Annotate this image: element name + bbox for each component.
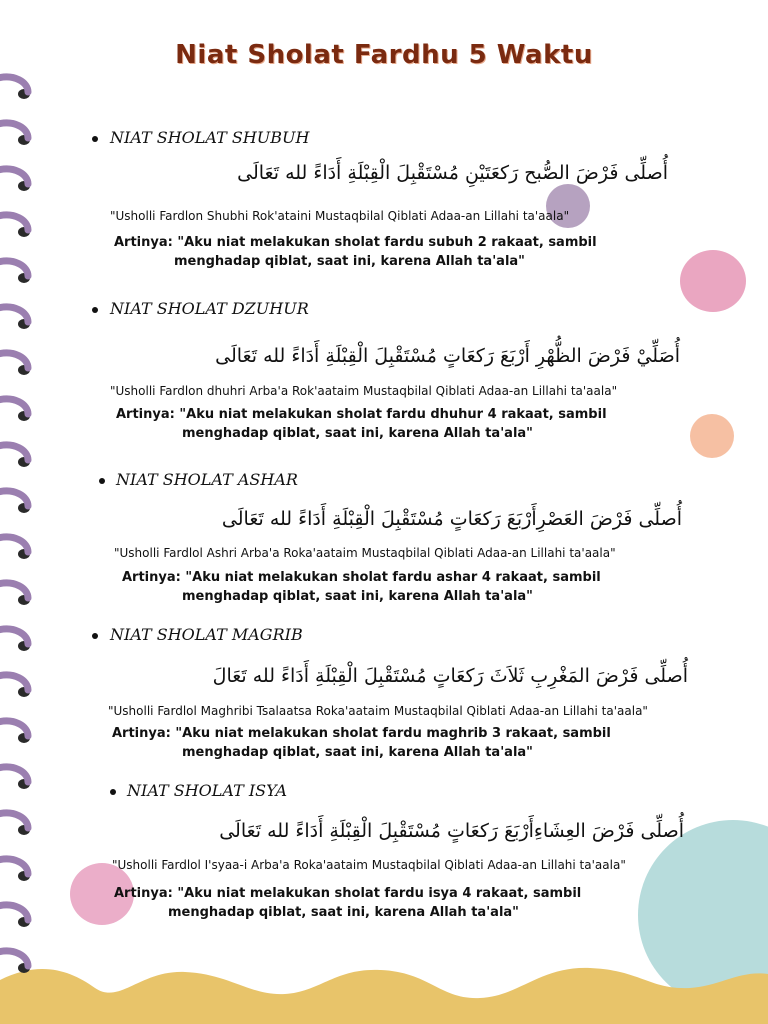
spiral-ring (0, 629, 30, 651)
heading-isya: NIAT SHOLAT ISYA (127, 781, 288, 800)
spiral-ring (0, 583, 30, 605)
spiral-ring (0, 261, 30, 283)
spiral-ring (0, 767, 30, 789)
meaning-dzuhur (116, 405, 607, 443)
spiral-ring (0, 721, 30, 743)
spiral-ring (0, 77, 30, 99)
heading-dzuhur: NIAT SHOLAT DZUHUR (110, 299, 309, 318)
meaning-subuh (114, 233, 597, 271)
bullet-icon (92, 307, 98, 313)
yellow-wave-decoration (0, 960, 768, 1024)
spiral-ring (0, 951, 30, 973)
heading-ashar: NIAT SHOLAT ASHAR (116, 470, 298, 489)
arabic-text-ashar: أُصلِّى فَرْضَ العَصْرِأَرْبَعَ رَكعَاتٍ مُسْتَقْبِلَ الْقِبْلَةِ أَدَاءً لله تَعَالَى (221, 508, 682, 530)
pink-circle-decoration (680, 250, 746, 312)
bullet-icon (99, 478, 105, 484)
peach-circle-decoration (690, 414, 734, 458)
spiral-ring (0, 123, 30, 145)
spiral-ring (0, 537, 30, 559)
spiral-ring (0, 905, 30, 927)
page-title: Niat Sholat Fardhu 5 Waktu (175, 40, 593, 70)
spiral-ring (0, 399, 30, 421)
arabic-text-subuh: أُصلِّى فَرْضَ الصُّبح رَكعَتَيْنِ مُسْتَقْبِلَ الْقِبْلَةِ أَدَاءً لله تَعَالَى (237, 162, 668, 184)
latin-text-magrib: "Usholli Fardlol Maghribi Tsalaatsa Roka'aataim Mustaqbilal Qiblati Adaa-an Lillahi ta'aala" (108, 704, 648, 718)
meaning-ashar-line1: Artinya: "Aku niat melakukan sholat fardu ashar 4 rakaat, sambil (122, 570, 601, 585)
meaning-subuh-line1: Artinya: "Aku niat melakukan sholat fardu subuh 2 rakaat, sambil (114, 235, 597, 250)
spiral-ring (0, 169, 30, 191)
arabic-text-dzuhur: أُصَلِّيْ فَرْضَ الظُّهْرِ أَرْبَعَ رَكعَاتٍ مُسْتَقْبِلَ الْقِبْلَةِ أَدَاءً لله تَعَالَى (215, 345, 680, 367)
spiral-ring (0, 445, 30, 467)
spiral-ring (0, 215, 30, 237)
bullet-icon (92, 136, 98, 142)
meaning-magrib-line2: menghadap qiblat, saat ini, karena Allah ta'ala" (182, 745, 533, 760)
arabic-text-magrib: أُصلِّى فَرْضَ المَغْرِبِ ثَلاَثَ رَكعَاتٍ مُسْتَقْبِلَ الْقِبْلَةِ أَدَاءً لله تَعَالَ (212, 665, 688, 687)
heading-subuh: NIAT SHOLAT SHUBUH (110, 128, 310, 147)
latin-text-ashar: "Usholli Fardlol Ashri Arba'a Roka'aataim Mustaqbilal Qiblati Adaa-an Lillahi ta'aala" (114, 546, 616, 560)
spiral-ring (0, 813, 30, 835)
meaning-ashar-line2: menghadap qiblat, saat ini, karena Allah ta'ala" (182, 589, 533, 604)
meaning-dzuhur-line2: menghadap qiblat, saat ini, karena Allah ta'ala" (182, 426, 533, 441)
spiral-binding (0, 0, 40, 1024)
meaning-dzuhur-line1: Artinya: "Aku niat melakukan sholat fardu dhuhur 4 rakaat, sambil (116, 407, 607, 422)
spiral-ring (0, 353, 30, 375)
meaning-magrib-line1: Artinya: "Aku niat melakukan sholat fardu maghrib 3 rakaat, sambil (112, 726, 611, 741)
bullet-icon (110, 789, 116, 795)
meaning-isya-line2: menghadap qiblat, saat ini, karena Allah ta'ala" (168, 905, 519, 920)
spiral-ring (0, 307, 30, 329)
spiral-ring (0, 675, 30, 697)
bullet-icon (92, 633, 98, 639)
meaning-subuh-line2: menghadap qiblat, saat ini, karena Allah ta'ala" (174, 254, 525, 269)
meaning-isya-line1: Artinya: "Aku niat melakukan sholat fardu isya 4 rakaat, sambil (114, 886, 582, 901)
meaning-magrib (112, 724, 611, 762)
latin-text-isya: "Usholli Fardlol I'syaa-i Arba'a Roka'aataim Mustaqbilal Qiblati Adaa-an Lillahi ta'aala" (112, 858, 626, 872)
latin-text-subuh: "Usholli Fardlon Shubhi Rok'ataini Mustaqbilal Qiblati Adaa-an Lillahi ta'aala" (110, 209, 570, 223)
heading-magrib: NIAT SHOLAT MAGRIB (110, 625, 303, 644)
meaning-isya (114, 884, 581, 922)
meaning-ashar (122, 568, 601, 606)
arabic-text-isya: أُصلِّى فَرْضَ العِشَاءِأَرْبَعَ رَكعَاتٍ مُسْتَقْبِلَ الْقِبْلَةِ أَدَاءً لله تَعَالَى (219, 820, 684, 842)
latin-text-dzuhur: "Usholli Fardlon dhuhri Arba'a Rok'aataim Mustaqbilal Qiblati Adaa-an Lillahi ta'aala" (110, 384, 618, 398)
spiral-ring (0, 859, 30, 881)
spiral-ring (0, 491, 30, 513)
